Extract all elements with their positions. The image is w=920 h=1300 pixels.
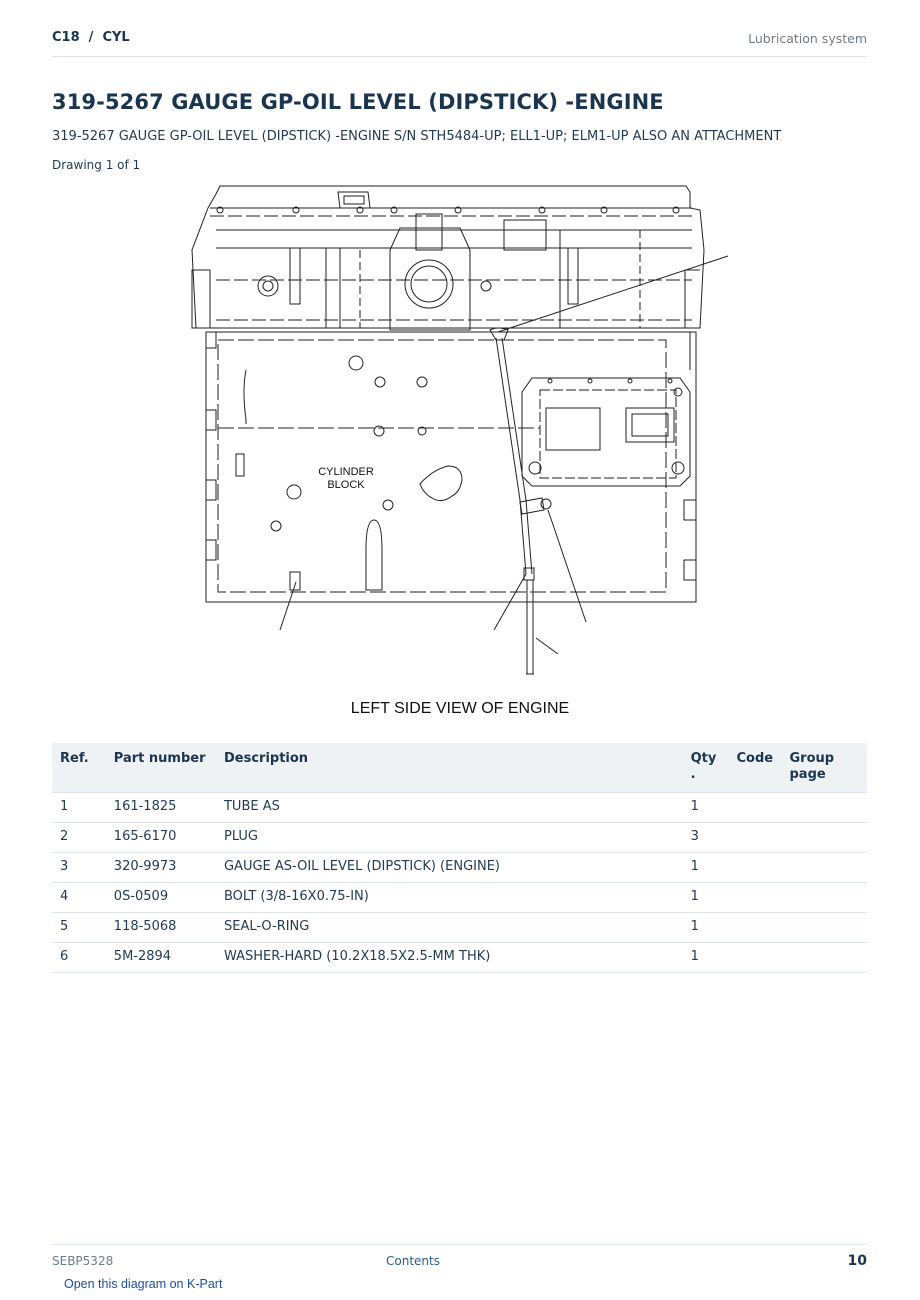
cell-code <box>729 793 782 823</box>
parts-table <box>52 743 867 973</box>
table-row <box>52 793 867 823</box>
cell-qty: 1 <box>683 883 729 913</box>
diagram-caption: LEFT SIDE VIEW OF ENGINE <box>350 700 570 717</box>
block-label-line-1: CYLINDER <box>318 466 374 478</box>
qty-header-text: Qty <box>690 751 717 766</box>
block-label-line-2: BLOCK <box>327 479 365 491</box>
cell-group-page <box>782 823 868 853</box>
col-group-page-header <box>782 743 868 793</box>
col-ref-header: Ref. <box>52 743 106 793</box>
cell-code <box>729 853 782 883</box>
col-qty-header <box>683 743 729 793</box>
page-title: 319-5267 GAUGE GP-OIL LEVEL (DIPSTICK) -ENGINE <box>52 90 664 114</box>
cell-part-number: 320-9973 <box>106 853 216 883</box>
cell-part-number: 161-1825 <box>106 793 216 823</box>
cell-group-page <box>782 883 868 913</box>
breadcrumb: C18 / CYL <box>52 30 130 45</box>
cell-part-number: 0S-0509 <box>106 883 216 913</box>
group-header-text: Group <box>789 751 835 766</box>
cell-code <box>729 883 782 913</box>
cell-part-number: 118-5068 <box>106 913 216 943</box>
cell-code <box>729 823 782 853</box>
table-row <box>52 823 867 853</box>
open-k-part-link[interactable]: Open this diagram on K-Part <box>64 1277 223 1291</box>
cell-ref: 2 <box>52 823 106 853</box>
page-footer <box>52 1244 867 1275</box>
ecm-module <box>522 378 690 486</box>
section-name: Lubrication system <box>748 31 867 46</box>
cell-ref: 6 <box>52 943 106 973</box>
page-header <box>52 28 867 57</box>
cell-ref: 4 <box>52 883 106 913</box>
cell-description: WASHER-HARD (10.2X18.5X2.5-MM THK) <box>216 943 683 973</box>
cell-description: GAUGE AS-OIL LEVEL (DIPSTICK) (ENGINE) <box>216 853 683 883</box>
cell-description: BOLT (3/8-16X0.75-IN) <box>216 883 683 913</box>
cell-description: PLUG <box>216 823 683 853</box>
callout-leader-1 <box>498 256 728 332</box>
cell-qty: 1 <box>683 943 729 973</box>
cell-qty: 1 <box>683 793 729 823</box>
callout-leader-5 <box>536 638 558 654</box>
col-code-header: Code <box>729 743 782 793</box>
callout-leader-2 <box>280 582 296 630</box>
cell-ref: 5 <box>52 913 106 943</box>
cell-group-page <box>782 793 868 823</box>
cell-description: TUBE AS <box>216 793 683 823</box>
page-number: 10 <box>847 1253 867 1269</box>
cell-group-page <box>782 913 868 943</box>
cell-qty: 1 <box>683 913 729 943</box>
qty-header-dot: . <box>690 767 696 782</box>
table-row <box>52 913 867 943</box>
cell-code <box>729 913 782 943</box>
col-description-header: Description <box>216 743 683 793</box>
cell-qty: 1 <box>683 853 729 883</box>
cell-code <box>729 943 782 973</box>
cell-part-number: 165-6170 <box>106 823 216 853</box>
group-header-text-2: page <box>789 767 826 782</box>
table-row <box>52 853 867 883</box>
callout-leader-4 <box>548 510 586 622</box>
contents-link[interactable]: Contents <box>386 1254 440 1268</box>
document-id: SEBP5328 <box>52 1254 114 1268</box>
page-subtitle: 319-5267 GAUGE GP-OIL LEVEL (DIPSTICK) -ENGINE S/N STH5484-UP; ELL1-UP; ELM1-UP ALSO AN ATTACHMENT <box>52 129 782 144</box>
cell-group-page <box>782 943 868 973</box>
cell-description: SEAL-O-RING <box>216 913 683 943</box>
table-row <box>52 883 867 913</box>
table-row <box>52 943 867 973</box>
drawing-label: Drawing 1 of 1 <box>52 158 141 172</box>
table-header-row <box>52 743 867 793</box>
cell-ref: 3 <box>52 853 106 883</box>
cell-ref: 1 <box>52 793 106 823</box>
cell-group-page <box>782 853 868 883</box>
col-part-number-header: Part number <box>106 743 216 793</box>
engine-diagram <box>180 180 740 680</box>
cylinder-block-outline <box>206 332 696 602</box>
cell-part-number: 5M-2894 <box>106 943 216 973</box>
cell-qty: 3 <box>683 823 729 853</box>
cylinder-head-outline <box>192 186 704 328</box>
